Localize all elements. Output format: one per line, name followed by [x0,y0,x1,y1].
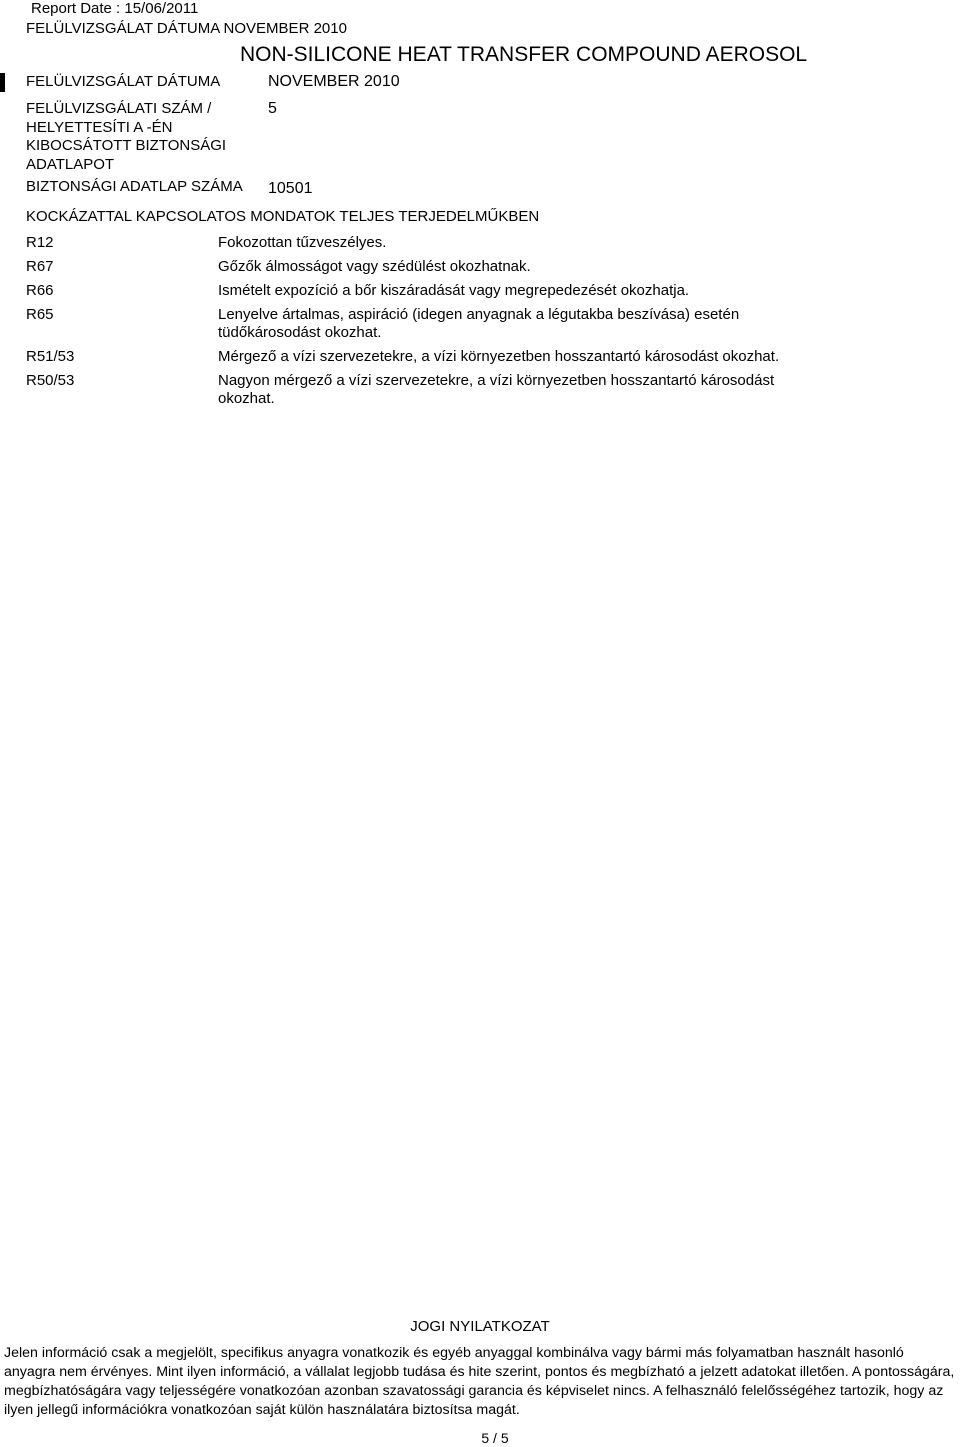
header-review-date: FELÜLVIZSGÁLAT DÁTUMA NOVEMBER 2010 [26,20,347,37]
risk-phrase-row [26,258,926,276]
revision-marker [0,73,5,92]
risk-phrase-text: Lenyelve ártalmas, aspiráció (idegen anyagnak a légutakba beszívása) esetén tüdőkárosodást okozhat. [218,306,740,341]
risk-phrases-heading: KOCKÁZATTAL KAPCSOLATOS MONDATOK TELJES TERJEDELMŰKBEN [26,208,540,225]
risk-phrase-code: R12 [26,234,54,251]
review-date-value: NOVEMBER 2010 [268,73,400,90]
risk-phrase-code: R65 [26,306,54,323]
legal-disclaimer-title: JOGI NYILATKOZAT [410,1318,550,1335]
revision-value: 5 [268,100,277,117]
risk-phrase-row [26,306,926,342]
document-title: NON-SILICONE HEAT TRANSFER COMPOUND AEROSOL [240,43,808,66]
risk-phrase-row [26,282,926,300]
risk-phrase-row [26,234,926,252]
legal-disclaimer-text: Jelen információ csak a megjelölt, specifikus anyagra vonatkozik és egyéb anyaggal kombinálva vagy bármi más folyamatban használt hasonló anyagra nem érvényes. Mint ilyen információ, a vállalat legjobb tudása és hite szerint, pontos és megbízható a jelzett adatokat illetően. A pontosságára, megbízhatóságára vagy teljességére vonatkozóan azonban szavatossági garancia és képviselet nincs. A felhasználó felelősségéhez tartozik, hogy az ilyen jellegű információkra vonatkozóan saját külön használatára biztosítsa magát. [4,1345,955,1418]
risk-phrase-code: R50/53 [26,372,75,389]
risk-phrase-text: Ismételt expozíció a bőr kiszáradását vagy megrepedezését okozhatja. [218,282,690,299]
risk-phrase-text: Fokozottan tűzveszélyes. [218,234,387,251]
page-number: 5 / 5 [481,1430,509,1446]
review-date-label: FELÜLVIZSGÁLAT DÁTUMA [26,73,221,90]
sds-number-value: 10501 [268,180,313,197]
risk-phrase-code: R51/53 [26,348,75,365]
risk-phrase-text: Nagyon mérgező a vízi szervezetekre, a vízi környezetben hosszantartó károsodást okozhat. [218,372,775,407]
risk-phrase-code: R67 [26,258,54,275]
risk-phrases-table [26,234,926,414]
report-date: Report Date : 15/06/2011 [31,0,199,17]
risk-phrase-text: Mérgező a vízi szervezetekre, a vízi környezetben hosszantartó károsodást okozhat. [218,348,780,365]
revision-label: FELÜLVIZSGÁLATI SZÁM / HELYETTESÍTI A -ÉN KIBOCSÁTOTT BIZTONSÁGI ADATLAPOT [26,100,227,173]
risk-phrase-text: Gőzők álmosságot vagy szédülést okozhatnak. [218,258,531,275]
risk-phrase-code: R66 [26,282,54,299]
risk-phrase-row [26,348,926,366]
risk-phrase-row [26,372,926,408]
sds-number-label: BIZTONSÁGI ADATLAP SZÁMA [26,178,243,195]
